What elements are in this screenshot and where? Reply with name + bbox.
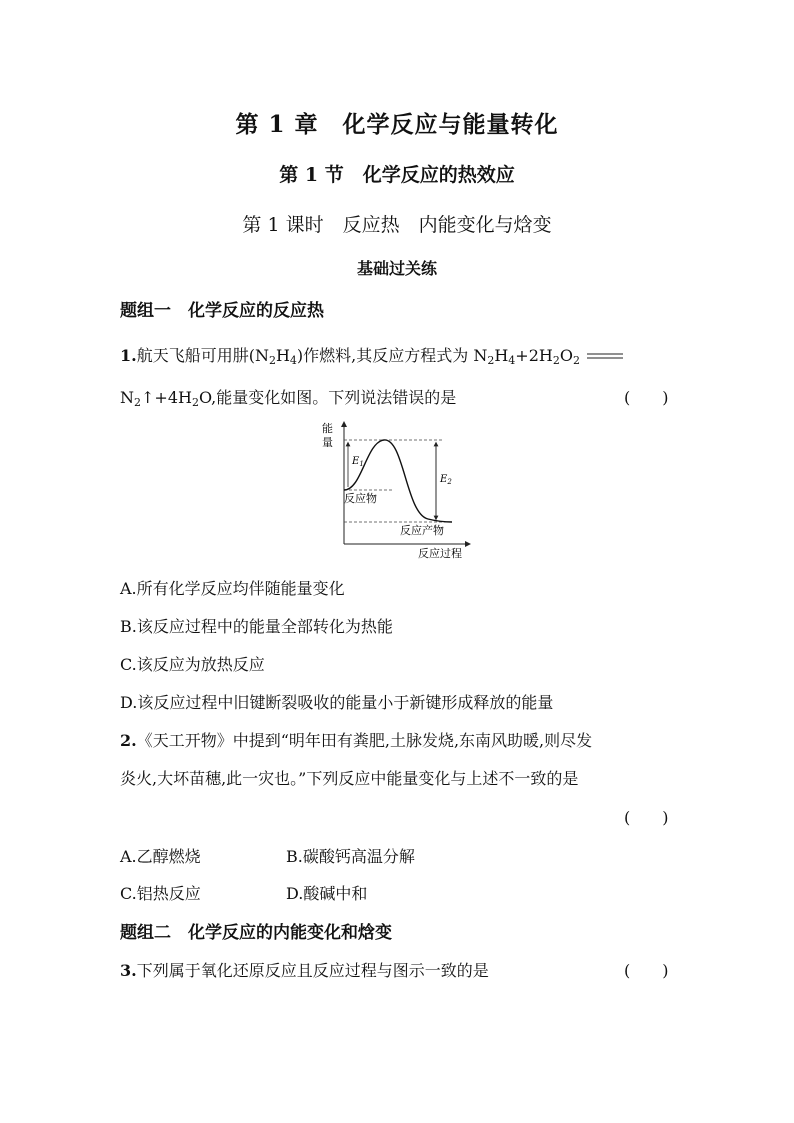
y-label-2: 量	[322, 436, 333, 449]
practice-title: 基础过关练	[356, 259, 437, 278]
q1-option-d: D.该反应过程中旧键断裂吸收的能量小于新键形成释放的能量	[120, 693, 554, 712]
energy-diagram	[318, 418, 498, 560]
product-label: 反应产物	[400, 524, 444, 537]
q2-line2: 炎火,大坏苗穗,此一灾也。”下列反应中能量变化与上述不一致的是	[120, 769, 579, 788]
section-title: 第 1 节 化学反应的热效应	[279, 164, 515, 186]
q1-option-c: C.该反应为放热反应	[120, 655, 265, 674]
reactant-label: 反应物	[344, 492, 377, 505]
group1-title: 题组一 化学反应的反应热	[120, 301, 324, 321]
q2-number: 2.	[120, 731, 137, 750]
q2-line1: 2.《天工开物》中提到“明年田有粪肥,土脉发烧,东南风助暖,则尽发	[120, 731, 593, 750]
q1-answer-paren: ( )	[624, 388, 669, 407]
q2-option-d: D.酸碱中和	[286, 884, 368, 903]
x-axis-label: 反应过程	[418, 547, 462, 560]
group2-title: 题组二 化学反应的内能变化和焓变	[120, 923, 392, 943]
e2-label: $E_2$	[440, 474, 452, 486]
q1-number: 1.	[120, 346, 137, 365]
q3-answer-paren: ( )	[624, 961, 669, 980]
q3-line: 3.下列属于氧化还原反应且反应过程与图示一致的是	[120, 961, 489, 980]
lesson-title: 第 1 课时 反应热 内能变化与焓变	[242, 214, 552, 236]
q2-answer-paren: ( )	[624, 808, 669, 827]
q1-option-a: A.所有化学反应均伴随能量变化	[120, 579, 345, 598]
q1-line1: 1.航天飞船可用肼$(N_2H_4)$作燃料,其反应方程式为 $N_2H_4+2H_2O_2$	[120, 343, 623, 366]
q3-number: 3.	[120, 961, 137, 980]
chapter-title: 第 1 章 化学反应与能量转化	[235, 111, 559, 138]
y-label-1: 能	[322, 422, 333, 435]
q1-option-b: B.该反应过程中的能量全部转化为热能	[120, 617, 393, 636]
e1-label: $E_1$	[352, 456, 364, 468]
q1-line2: $N_2↑+4H_2O$,能量变化如图。下列说法错误的是	[120, 388, 457, 409]
q2-option-c: C.铝热反应	[120, 884, 201, 903]
q2-option-b: B.碳酸钙高温分解	[286, 847, 415, 866]
q2-option-a: A.乙醇燃烧	[120, 847, 201, 866]
equation-equal-sign	[587, 352, 623, 362]
